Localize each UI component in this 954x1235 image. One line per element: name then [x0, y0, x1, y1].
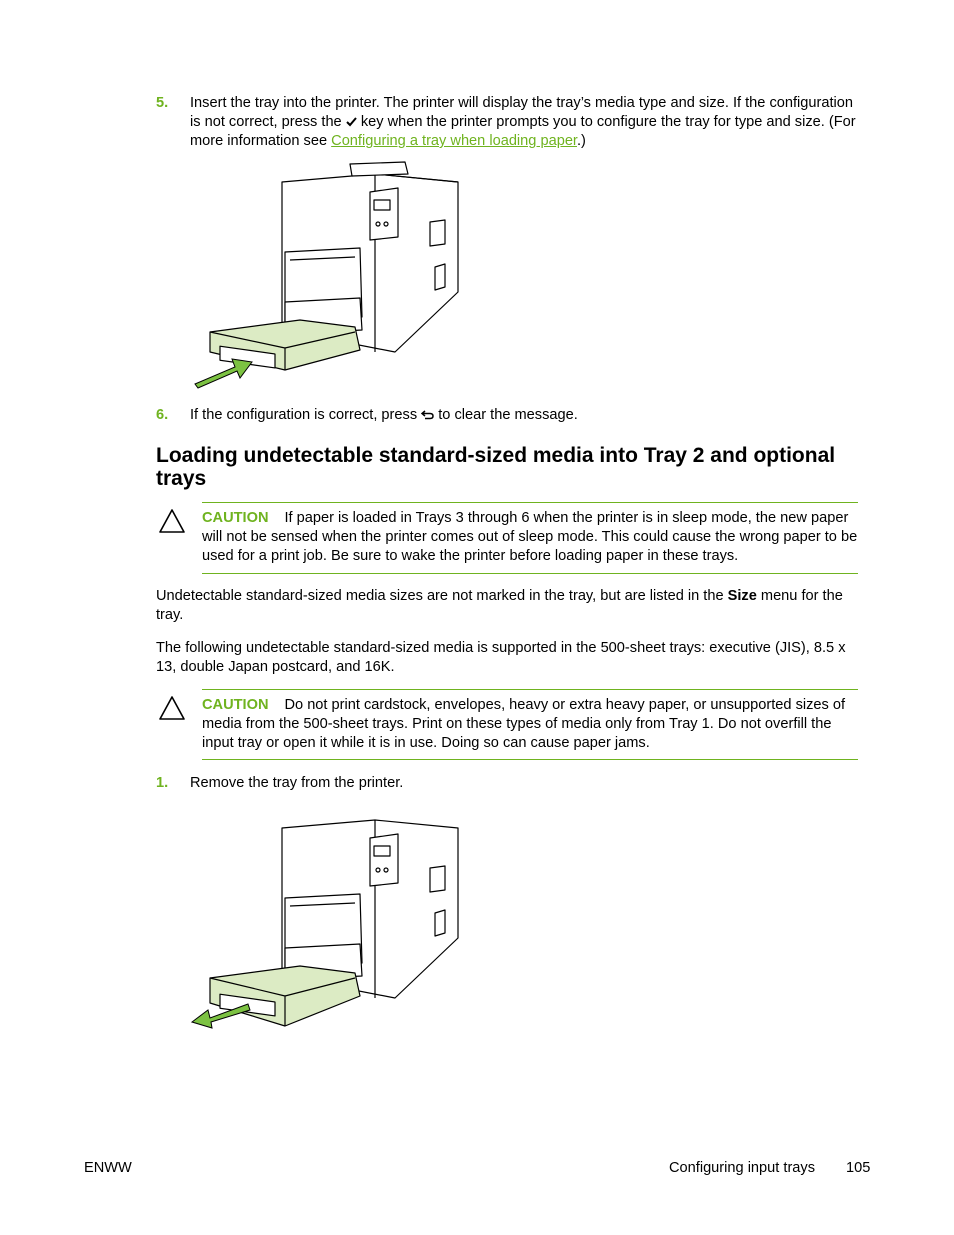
checkmark-icon — [346, 116, 357, 127]
step-5-text: Insert the tray into the printer. The printer will display the tray’s media type and size. If the configuration is not correct, press the key when the printer prompts you to configure the tray for type and size. (For more information see Configuring a tray when loading paper.) — [190, 95, 856, 149]
step-6-number: 6. — [156, 407, 169, 423]
printer-tray-remove-illustration — [190, 818, 470, 1038]
size-menu-term: Size — [727, 588, 757, 604]
caution-label: CAUTION — [202, 697, 269, 713]
caution-top-rule — [202, 689, 858, 690]
paragraph-supported-media: The following undetectable standard-sized media is supported in the 500-sheet trays: executive (JIS), 8.5 x 13, double Japan postcard, and 16K. — [156, 640, 846, 675]
caution-top-rule — [202, 502, 858, 503]
caution-text-1: CAUTION If paper is loaded in Trays 3 through 6 when the printer is in sleep mode, the new paper will not be sensed when the printer comes out of sleep mode. This could cause the wrong paper to be used for a print job. Be sure to wake the printer before loading paper in these trays. — [202, 510, 858, 564]
step-5-number: 5. — [156, 95, 169, 111]
back-arrow-icon — [421, 409, 434, 420]
caution-text-2: CAUTION Do not print cardstock, envelopes, heavy or extra heavy paper, or unsupported sizes of media from the 500-sheet trays. Print on these types of media only from Tray 1. Do not overfill the input tray or open it while it is in use. Doing so can cause paper jams. — [202, 697, 846, 751]
paragraph-size-menu: Undetectable standard-sized media sizes are not marked in the tray, but are listed in the Size menu for the tray. — [156, 588, 843, 623]
footer-left: ENWW — [84, 1160, 132, 1176]
configuring-tray-link[interactable]: Configuring a tray when loading paper — [331, 133, 577, 149]
caution-box-1 — [156, 502, 858, 574]
step-1-text: Remove the tray from the printer. — [190, 775, 404, 791]
section-heading: Loading undetectable standard-sized media into Tray 2 and optional trays — [156, 444, 836, 490]
printer-tray-insert-illustration — [190, 152, 470, 392]
caution-label: CAUTION — [202, 510, 269, 526]
caution-box-2 — [156, 689, 858, 761]
page-number: 105 — [846, 1160, 871, 1176]
caution-bottom-rule — [202, 759, 858, 760]
warning-triangle-icon — [158, 508, 186, 534]
warning-triangle-icon — [158, 695, 186, 721]
step-6-text: If the configuration is correct, press to clear the message. — [190, 407, 578, 423]
footer-section: Configuring input trays — [669, 1160, 816, 1176]
step-1-number: 1. — [156, 775, 169, 791]
caution-bottom-rule — [202, 573, 858, 574]
